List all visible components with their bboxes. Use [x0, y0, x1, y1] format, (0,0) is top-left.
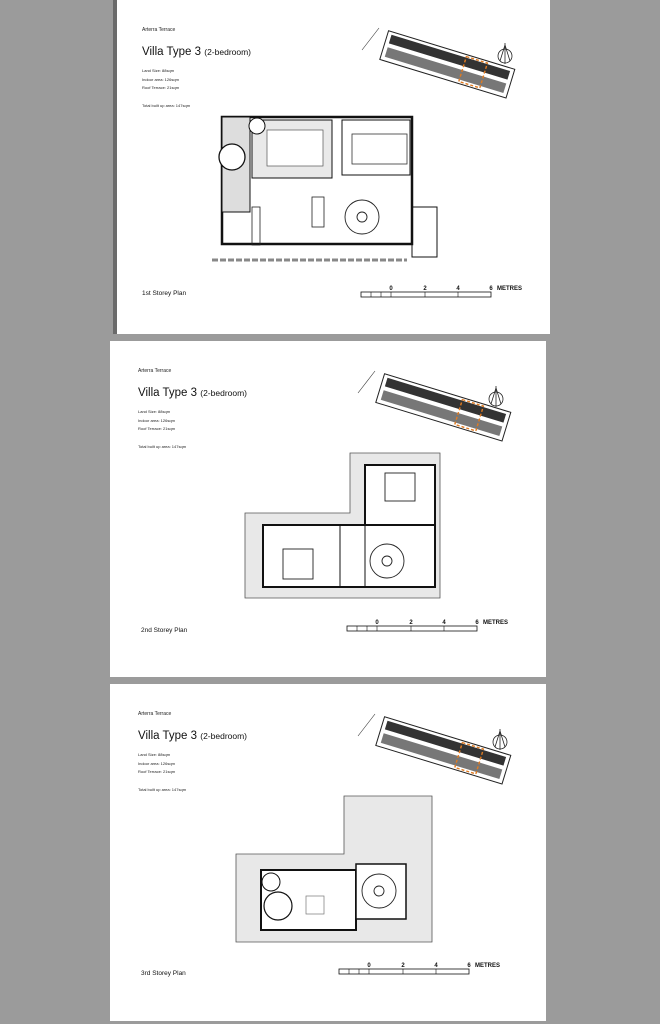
north-arrow-icon: [496, 43, 514, 65]
roof-terrace: Roof Terrace: 21sqm: [138, 426, 176, 431]
indoor-area: Indoor area: 126sqm: [142, 76, 179, 82]
scale-tick-6: 6: [489, 286, 493, 292]
scale-bar: [361, 283, 521, 303]
site-key-plan: [362, 28, 522, 103]
scale-bar: [347, 617, 507, 637]
indoor-area: Indoor area: 126sqm: [138, 760, 175, 766]
villa-title: [142, 46, 251, 58]
site-key-plan: [358, 371, 518, 446]
north-arrow-icon: [491, 729, 509, 751]
floor-plan-2nd-storey: [245, 453, 445, 603]
villa-title-text: Villa Type 3: [142, 46, 202, 58]
document-page-3: [110, 684, 546, 1021]
scale-tick-4: 4: [442, 620, 446, 626]
villa-subtitle: (2-bedroom): [200, 388, 248, 398]
scale-tick-4: 4: [434, 963, 438, 969]
plan-label: 1st Storey Plan: [142, 290, 187, 297]
document-page-1: [113, 0, 550, 334]
scale-tick-2: 2: [409, 620, 413, 626]
roof-terrace: Roof Terrace: 21sqm: [138, 769, 176, 774]
land-size: Land Size: 88sqm: [138, 752, 171, 757]
scale-unit: METRES: [483, 620, 509, 626]
specs-block: [138, 751, 175, 777]
plan-label: 3rd Storey Plan: [141, 970, 186, 977]
scale-tick-0: 0: [367, 963, 371, 969]
indoor-area: Indoor area: 126sqm: [138, 417, 175, 423]
total-area: Total built up area: 147sqm: [138, 787, 187, 792]
scale-tick-0: 0: [375, 620, 379, 626]
total-area: Total built up area: 147sqm: [142, 103, 191, 108]
floor-plan-1st-storey: [212, 112, 452, 272]
scale-bar: [339, 960, 499, 980]
specs-block: [138, 408, 175, 434]
land-size: Land Size: 88sqm: [142, 68, 175, 73]
scale-tick-2: 2: [423, 286, 427, 292]
scale-tick-6: 6: [475, 620, 479, 626]
scale-tick-0: 0: [389, 286, 393, 292]
roof-terrace: Roof Terrace: 21sqm: [142, 85, 180, 90]
scale-unit: METRES: [497, 286, 523, 292]
scale-tick-2: 2: [401, 963, 405, 969]
floor-plan-3rd-storey: [236, 794, 436, 944]
project-name: Arterra Terrace: [138, 711, 172, 717]
land-size: Land Size: 88sqm: [138, 409, 171, 414]
project-name: Arterra Terrace: [138, 368, 172, 374]
villa-subtitle: (2-bedroom): [204, 47, 252, 57]
total-area: Total built up area: 147sqm: [138, 444, 187, 449]
scale-tick-4: 4: [456, 286, 460, 292]
villa-title-text: Villa Type 3: [138, 730, 198, 742]
scale-unit: METRES: [475, 963, 501, 969]
project-name: Arterra Terrace: [142, 27, 176, 33]
scale-tick-6: 6: [467, 963, 471, 969]
villa-subtitle: (2-bedroom): [200, 731, 248, 741]
document-page-2: [110, 341, 546, 677]
plan-label: 2nd Storey Plan: [141, 627, 188, 634]
specs-block: [142, 67, 179, 93]
villa-title: [138, 387, 247, 399]
north-arrow-icon: [487, 386, 505, 408]
site-key-plan: [358, 714, 518, 789]
villa-title: [138, 730, 247, 742]
villa-title-text: Villa Type 3: [138, 387, 198, 399]
